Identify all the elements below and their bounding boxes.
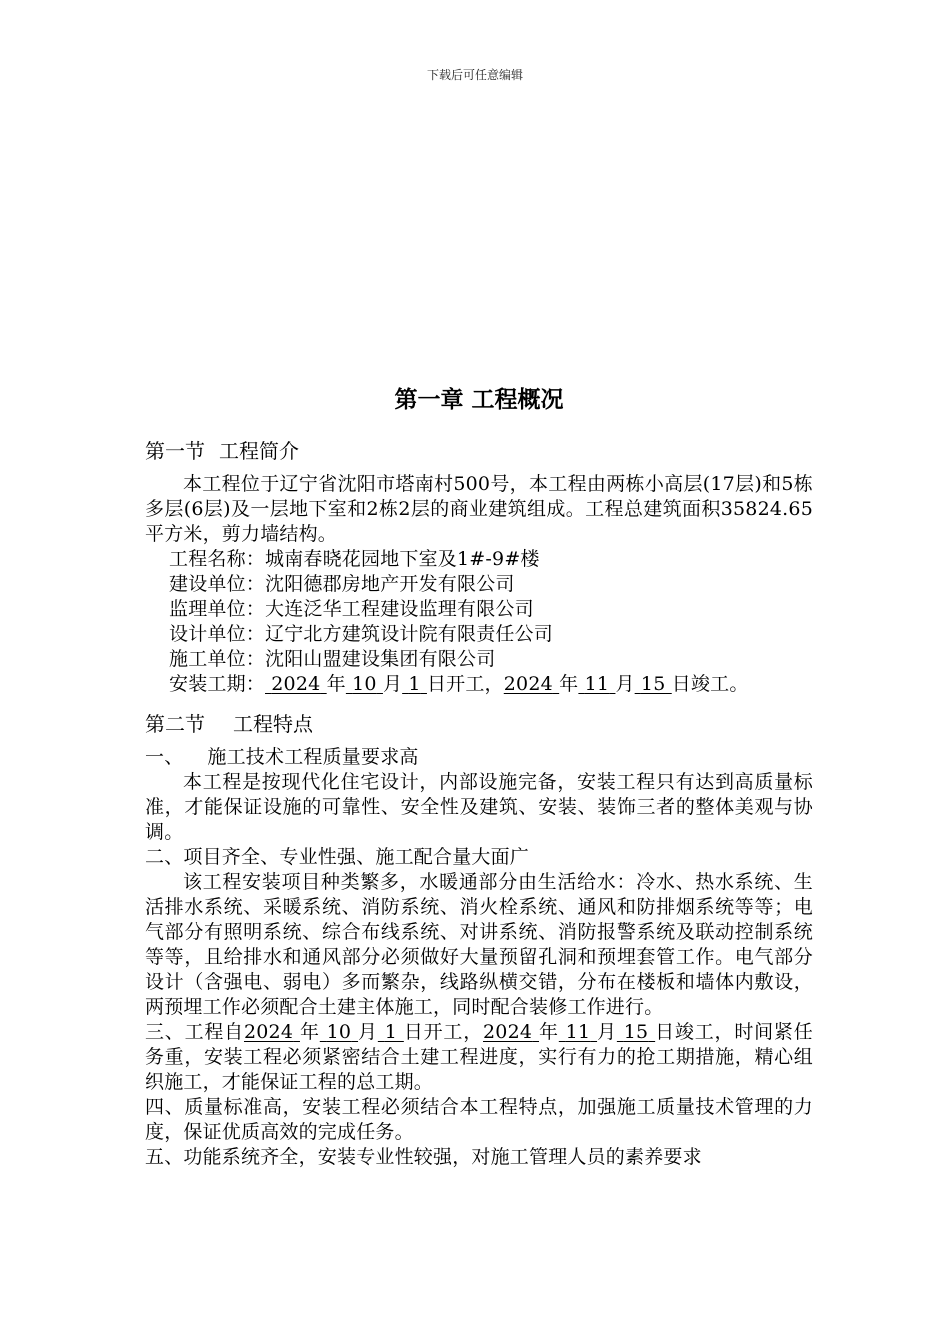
period-end-day: 15 [640,673,666,695]
section1-label: 第一节 [145,439,205,463]
period-end-month: 11 [584,673,610,695]
period-start-day: 1 [408,673,421,695]
feature-item-1-title: 一、 施工技术工程质量要求高 [145,746,419,768]
feature-item-2-body: 该工程安装项目种类繁多，水暖通部分由生活给水：冷水、热水系统、生活排水系统、采暖系统、消防系统、消火栓系统、通风和防排烟系统等等；电气部分有照明系统、综合布线系统、对讲系统、消防报警系统及联动控制系统等等，且给排水和通风部分必须做好大量预留孔洞和预埋套管工作。电气部分设计（含强电、弱电）多而繁杂，线路纵横交错，分布在楼板和墙体内敷设，两预埋工作必须配合土建主体施工，同时配合装修工作进行。 [145,871,813,1018]
section1-title: 工程简介 [219,439,299,463]
period-label: 安装工期： [169,673,266,695]
feature-item-5: 五、功能系统齐全，安装专业性较强，对施工管理人员的素养要求 [145,1146,702,1168]
section2-label: 第二节 [145,712,205,736]
feature-item-1-body: 本工程是按现代化住宅设计，内部设施完备，安装工程只有达到高质量标准，才能保证设施的可靠性、安全性及建筑、安装、装饰三者的整体美观与协调。 [145,771,813,843]
chapter-title: 第一章 工程概况 [394,387,564,413]
feature-item-4: 四、质量标准高，安装工程必须结合本工程特点，加强施工质量技术管理的力度，保证优质高效的完成任务。 [145,1096,813,1143]
header-note: 下载后可任意编辑 [426,68,523,82]
feature-item-2-title: 二、项目齐全、专业性强、施工配合量大面广 [145,846,530,868]
item3-start-year: 2024 [243,1021,294,1043]
item3-end-year: 2024 [483,1021,533,1043]
owner-unit: 建设单位：沈阳德郡房地产开发有限公司 [169,573,515,595]
section2-heading [145,709,813,739]
section1-heading [145,436,813,466]
period-start-year: 2024 [271,673,321,695]
section2-title: 工程特点 [233,712,313,736]
designer-unit: 设计单位：辽宁北方建筑设计院有限责任公司 [169,623,554,645]
period-end-year: 2024 [503,673,553,695]
item3-end-day: 15 [623,1021,649,1043]
document-body [145,382,813,1170]
section1-intro: 本工程位于辽宁省沈阳市塔南村500号，本工程由两栋小高层(17层)和5栋多层(6层)及一层地下室和2栋2层的商业建筑组成。工程总建筑面积35824.65平方米，剪力墙结构。 [145,473,813,545]
install-period: 安装工期： 2024 年 10 月 1 日开工，2024 年 11 月 15 日竣工。 [169,673,749,695]
project-name: 工程名称：城南春晓花园地下室及1#-9#楼 [169,548,540,570]
item3-end-month: 11 [565,1021,591,1043]
supervisor-unit: 监理单位：大连泛华工程建设监理有限公司 [169,598,534,620]
item3-start-day: 1 [384,1021,397,1043]
feature-item-3: 三、工程自2024 年 10 月 1 日开工，2024 年 11 月 15 日竣工，时间紧任务重，安装工程必须紧密结合土建工程进度，实行有力的抢工期措施，精心组织施工，才能保证工程的总工期。 [145,1021,813,1093]
period-start-month: 10 [352,673,377,695]
contractor-unit: 施工单位：沈阳山盟建设集团有限公司 [169,648,496,670]
item3-start-month: 10 [326,1021,352,1043]
